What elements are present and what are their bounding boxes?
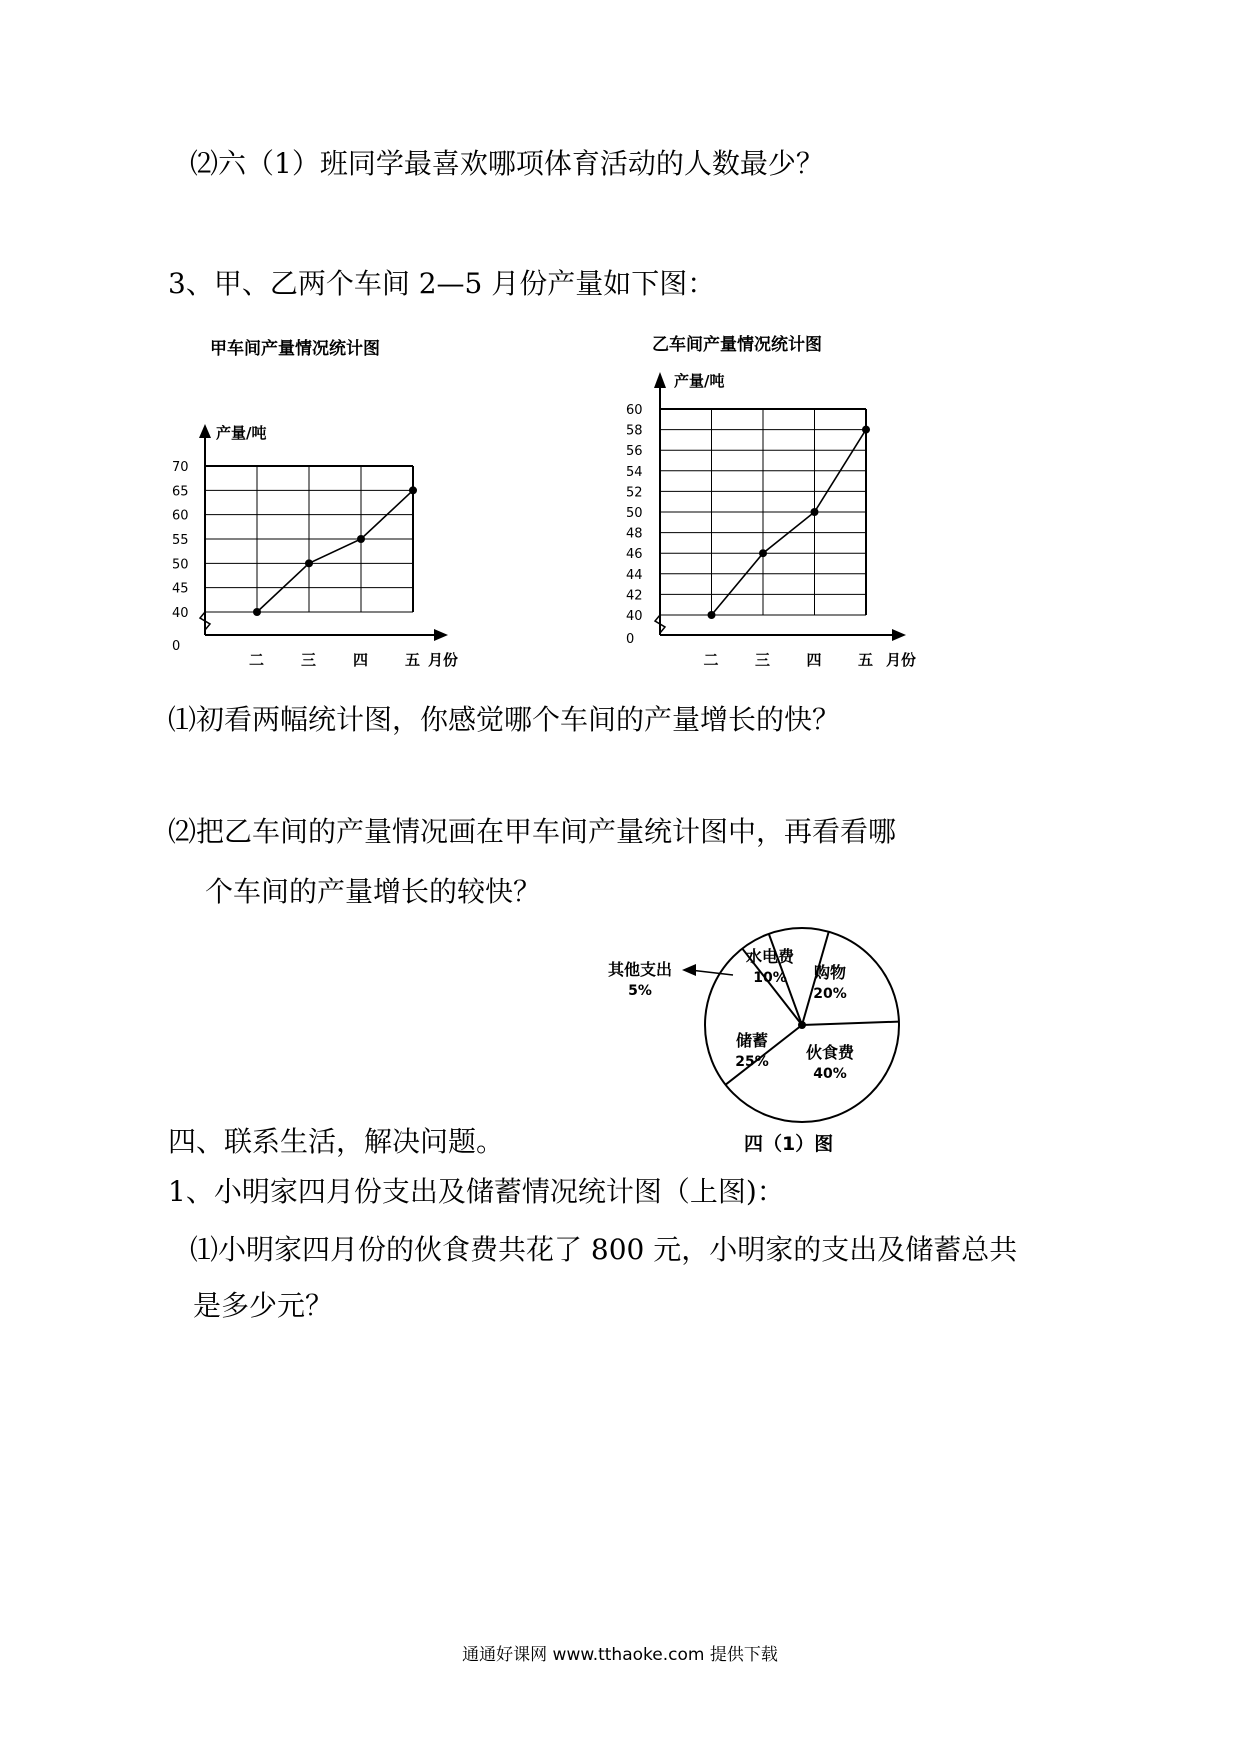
question-3-2-line1: ⑵把乙车间的产量情况画在甲车间产量统计图中，再看看哪: [168, 815, 897, 848]
pie-slice-label: 其他支出: [607, 960, 673, 979]
chart-yi-title: 乙车间产量情况统计图: [652, 335, 822, 355]
question-4-1-title: 1、小明家四月份支出及储蓄情况统计图（上图)：: [168, 1175, 785, 1208]
chart-yi-y-arrow: [654, 372, 666, 388]
chart-jia-grid: [205, 466, 413, 612]
chart-yi-x-arrow: [892, 629, 906, 641]
chart-yi-x-ticks: [704, 651, 874, 669]
section-4-heading: 四、联系生活，解决问题。: [168, 1125, 505, 1158]
pie-center-dot: [798, 1021, 806, 1029]
data-point: [811, 508, 819, 516]
y-tick-label: 50: [626, 506, 643, 521]
x-tick-label: 五: [405, 651, 421, 669]
y-tick-label: 60: [626, 403, 643, 418]
chart-yi-y-ticks: [626, 403, 643, 647]
y-tick-label: 52: [626, 485, 643, 501]
y-tick-label: 56: [626, 444, 643, 460]
pie-slice-percent: 40%: [813, 1066, 847, 1082]
chart-jia-x-ticks: [249, 651, 420, 669]
pie-slice-label: 水电费: [745, 947, 795, 966]
pie-slice-percent: 25%: [735, 1054, 769, 1070]
pie-slice-label: 购物: [813, 963, 847, 982]
data-point: [759, 549, 767, 557]
data-point: [253, 608, 261, 616]
question-3-2-line2: 个车间的产量增长的较快？: [205, 875, 542, 908]
question-4-1-1-line1: ⑴小明家四月份的伙食费共花了 800 元，小明家的支出及储蓄总共: [190, 1233, 1018, 1266]
y-tick-label: 0: [626, 632, 635, 647]
pie-slice-percent: 5%: [628, 983, 652, 999]
data-point: [708, 611, 716, 619]
data-point: [409, 486, 417, 494]
x-tick-label: 四: [353, 651, 369, 669]
chart-yi-y-label: 产量/吨: [674, 372, 725, 390]
y-tick-label: 42: [626, 588, 643, 604]
x-tick-label: 二: [703, 651, 719, 669]
x-tick-label: 二: [249, 651, 265, 669]
series-line: [712, 430, 867, 615]
chart-yi-x-label: 月份: [886, 651, 917, 669]
y-tick-label: 40: [626, 609, 643, 624]
chart-jia-y-label: 产量/吨: [216, 424, 267, 442]
chart-jia-y-ticks: [172, 460, 189, 654]
y-tick-label: 44: [626, 567, 643, 583]
pie-slice-percent: 20%: [813, 986, 847, 1002]
pie-slice-percent: 10%: [753, 970, 787, 986]
question-2-2: ⑵六（1）班同学最喜欢哪项体育活动的人数最少？: [190, 147, 824, 180]
other-expense-arrow-head: [682, 964, 696, 976]
question-4-1-1-line2: 是多少元？: [193, 1289, 334, 1322]
chart-jia-x-label: 月份: [428, 651, 459, 669]
chart-yi-workshop: [610, 320, 940, 680]
question-3-title: 3、甲、乙两个车间 2—5 月份产量如下图：: [168, 267, 716, 300]
data-point: [862, 426, 870, 434]
x-tick-label: 五: [858, 651, 874, 669]
chart-jia-series: [253, 486, 417, 616]
pie-slice-label: 伙食费: [805, 1043, 855, 1062]
series-line: [257, 490, 413, 612]
y-tick-label: 0: [172, 639, 181, 654]
y-tick-label: 55: [172, 533, 189, 548]
x-tick-label: 三: [301, 651, 317, 669]
pie-slice-label: 储蓄: [735, 1031, 769, 1050]
footer-credit: 通通好课网 www.tthaoke.com 提供下载: [462, 1645, 778, 1665]
y-tick-label: 46: [626, 547, 643, 563]
chart-yi-series: [708, 426, 871, 619]
data-point: [357, 535, 365, 543]
data-point: [305, 559, 313, 567]
y-tick-label: 70: [172, 460, 189, 475]
chart-yi-grid: [660, 409, 866, 615]
y-tick-label: 54: [626, 464, 643, 480]
pie-caption: 四（1）图: [744, 1133, 834, 1155]
y-tick-label: 58: [626, 423, 643, 439]
y-tick-label: 60: [172, 508, 189, 524]
y-tick-label: 65: [172, 484, 189, 500]
y-tick-label: 50: [172, 557, 189, 573]
y-tick-label: 45: [172, 581, 189, 597]
y-tick-label: 48: [626, 526, 643, 542]
chart-jia-workshop: [160, 320, 490, 680]
question-3-1: ⑴初看两幅统计图，你感觉哪个车间的产量增长的快？: [168, 703, 841, 736]
chart-jia-y-arrow: [199, 424, 211, 438]
chart-jia-x-arrow: [434, 629, 448, 641]
x-tick-label: 三: [755, 651, 771, 669]
x-tick-label: 四: [806, 651, 822, 669]
pie-chart-expenses: [590, 915, 920, 1165]
chart-jia-title: 甲车间产量情况统计图: [210, 339, 380, 359]
y-tick-label: 40: [172, 606, 189, 621]
